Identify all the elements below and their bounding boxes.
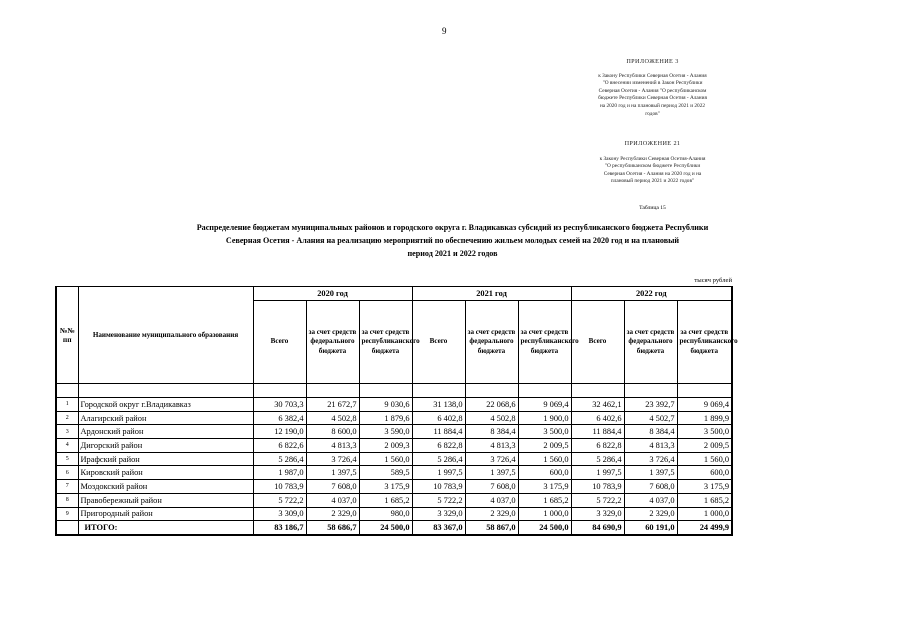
row-number: 7	[56, 480, 78, 494]
value-cell: 11 884,4	[571, 425, 624, 439]
value-cell: 4 502,7	[624, 411, 677, 425]
value-cell: 5 286,4	[412, 452, 465, 466]
subheader-total: Всего	[412, 301, 465, 384]
municipality-name: Моздокский район	[78, 480, 253, 494]
row-number: 5	[56, 452, 78, 466]
value-cell: 3 726,4	[306, 452, 359, 466]
heading-line: Северная Осетия - Алания на реализацию мероприятий по обеспечению жильем молодых семей на 2020 год и на плановый	[225, 236, 680, 245]
year-header-2022: 2022 год	[571, 287, 732, 301]
municipality-name: Пригородный район	[78, 507, 253, 521]
document-heading	[80, 221, 825, 260]
value-cell: 1 560,0	[359, 452, 412, 466]
appendix-3-block	[560, 58, 745, 118]
value-cell: 1 997,5	[571, 466, 624, 480]
total-value-cell: 24 500,0	[518, 521, 571, 536]
value-cell: 589,5	[359, 466, 412, 480]
value-cell: 1 879,6	[359, 411, 412, 425]
units-label: тысяч рублей	[694, 277, 732, 284]
value-cell: 4 502,8	[465, 411, 518, 425]
subheader-federal: за счет средств федерального бюджета	[624, 301, 677, 384]
value-cell: 9 030,6	[359, 398, 412, 412]
year-header-2021: 2021 год	[412, 287, 571, 301]
municipality-name: Алагирский район	[78, 411, 253, 425]
value-cell: 980,0	[359, 507, 412, 521]
table-row	[56, 466, 732, 480]
value-cell: 1 685,2	[677, 493, 732, 507]
appendix-3-line: Северная Осетия - Алания "О республиканском	[598, 87, 707, 94]
subheader-republic: за счет средств республиканского бюджета	[518, 301, 571, 384]
spacer-cell	[571, 384, 624, 398]
table-row	[56, 507, 732, 521]
spacer-cell	[412, 384, 465, 398]
appendix-3-line: к Закону Республики Северная Осетия - Алания	[598, 72, 707, 79]
total-label: ИТОГО:	[78, 521, 253, 536]
total-number-cell	[56, 521, 78, 536]
value-cell: 9 069,4	[677, 398, 732, 412]
value-cell: 3 175,9	[359, 480, 412, 494]
value-cell: 5 722,2	[571, 493, 624, 507]
value-cell: 2 329,0	[306, 507, 359, 521]
subheader-federal: за счет средств федерального бюджета	[306, 301, 359, 384]
appendix-3-line: "О внесении изменений в Закон Республики	[602, 80, 703, 87]
value-cell: 2 009,5	[518, 439, 571, 453]
appendix-21-block	[560, 140, 745, 186]
subheader-total: Всего	[253, 301, 306, 384]
value-cell: 600,0	[518, 466, 571, 480]
row-number: 9	[56, 507, 78, 521]
value-cell: 600,0	[677, 466, 732, 480]
value-cell: 9 069,4	[518, 398, 571, 412]
col-name-header: Наименование муниципального образования	[78, 287, 253, 384]
page-number: 9	[442, 26, 447, 36]
spacer-cell	[465, 384, 518, 398]
spacer-cell	[624, 384, 677, 398]
table-row	[56, 411, 732, 425]
value-cell: 5 722,2	[412, 493, 465, 507]
subheader-total: Всего	[571, 301, 624, 384]
value-cell: 3 309,0	[253, 507, 306, 521]
value-cell: 23 392,7	[624, 398, 677, 412]
appendix-21-line: "О республиканском бюджете Республики	[604, 163, 701, 170]
value-cell: 31 138,0	[412, 398, 465, 412]
appendix-3-title: ПРИЛОЖЕНИЕ 3	[626, 58, 679, 65]
value-cell: 4 502,8	[306, 411, 359, 425]
table-row	[56, 398, 732, 412]
total-value-cell: 84 690,9	[571, 521, 624, 536]
table-row	[56, 493, 732, 507]
row-number: 1	[56, 398, 78, 412]
municipality-name: Городской округ г.Владикавказ	[78, 398, 253, 412]
value-cell: 21 672,7	[306, 398, 359, 412]
value-cell: 3 500,0	[677, 425, 732, 439]
value-cell: 2 329,0	[624, 507, 677, 521]
value-cell: 22 068,6	[465, 398, 518, 412]
value-cell: 10 783,9	[253, 480, 306, 494]
appendix-3-line: на 2020 год и на плановый период 2021 и 2022	[599, 102, 706, 109]
row-number: 4	[56, 439, 78, 453]
table-body	[56, 384, 732, 536]
spacer-cell	[306, 384, 359, 398]
subsidy-table	[55, 286, 738, 536]
heading-line: период 2021 и 2022 годов	[407, 249, 498, 258]
value-cell: 12 190,0	[253, 425, 306, 439]
value-cell: 10 783,9	[571, 480, 624, 494]
value-cell: 3 329,0	[571, 507, 624, 521]
col-num-header: №№ пп	[56, 287, 78, 384]
value-cell: 3 329,0	[412, 507, 465, 521]
value-cell: 3 590,0	[359, 425, 412, 439]
value-cell: 30 703,3	[253, 398, 306, 412]
value-cell: 2 009,3	[359, 439, 412, 453]
value-cell: 4 813,3	[306, 439, 359, 453]
spacer-cell	[253, 384, 306, 398]
total-value-cell: 83 186,7	[253, 521, 306, 536]
value-cell: 4 813,3	[465, 439, 518, 453]
value-cell: 1 000,0	[518, 507, 571, 521]
table-row	[56, 480, 732, 494]
value-cell: 1 560,0	[677, 452, 732, 466]
value-cell: 5 286,4	[571, 452, 624, 466]
value-cell: 1 900,0	[518, 411, 571, 425]
value-cell: 3 726,4	[624, 452, 677, 466]
table-row	[56, 452, 732, 466]
total-value-cell: 58 867,0	[465, 521, 518, 536]
appendix-3-line: годов"	[645, 110, 660, 117]
year-header-2020: 2020 год	[253, 287, 412, 301]
appendix-21-line: плановый период 2021 и 2022 годов"	[610, 178, 695, 185]
spacer-cell	[518, 384, 571, 398]
total-row	[56, 521, 732, 536]
table-row	[56, 439, 732, 453]
year-header-row	[56, 287, 732, 301]
value-cell: 4 037,0	[624, 493, 677, 507]
value-cell: 6 822,8	[571, 439, 624, 453]
total-value-cell: 24 499,9	[677, 521, 732, 536]
value-cell: 7 608,0	[306, 480, 359, 494]
value-cell: 32 462,1	[571, 398, 624, 412]
value-cell: 3 500,0	[518, 425, 571, 439]
appendix-21-title: ПРИЛОЖЕНИЕ 21	[624, 140, 681, 147]
table-label: Таблица 15	[639, 205, 666, 211]
spacer-cell	[56, 384, 78, 398]
value-cell: 6 402,8	[412, 411, 465, 425]
value-cell: 7 608,0	[465, 480, 518, 494]
value-cell: 3 726,4	[465, 452, 518, 466]
row-number: 3	[56, 425, 78, 439]
total-value-cell: 83 367,0	[412, 521, 465, 536]
value-cell: 1 899,9	[677, 411, 732, 425]
value-cell: 4 037,0	[306, 493, 359, 507]
value-cell: 5 286,4	[253, 452, 306, 466]
subheader-federal: за счет средств федерального бюджета	[465, 301, 518, 384]
municipality-name: Ирафский район	[78, 452, 253, 466]
spacer-cell	[359, 384, 412, 398]
appendix-3-line: бюджете Республики Северная Осетия - Алания	[598, 95, 707, 102]
row-number: 2	[56, 411, 78, 425]
value-cell: 11 884,4	[412, 425, 465, 439]
row-number: 8	[56, 493, 78, 507]
value-cell: 1 000,0	[677, 507, 732, 521]
value-cell: 8 600,0	[306, 425, 359, 439]
value-cell: 2 009,5	[677, 439, 732, 453]
value-cell: 6 822,6	[253, 439, 306, 453]
value-cell: 8 384,4	[465, 425, 518, 439]
value-cell: 4 813,3	[624, 439, 677, 453]
value-cell: 1 397,5	[465, 466, 518, 480]
table-row	[56, 425, 732, 439]
value-cell: 8 384,4	[624, 425, 677, 439]
value-cell: 10 783,9	[412, 480, 465, 494]
value-cell: 6 822,8	[412, 439, 465, 453]
value-cell: 1 685,2	[518, 493, 571, 507]
appendix-21-line: Северная Осетия - Алания на 2020 год и на	[603, 170, 702, 177]
spacer-cell	[677, 384, 732, 398]
total-value-cell: 58 686,7	[306, 521, 359, 536]
subheader-republic: за счет средств республиканского бюджета	[677, 301, 732, 384]
value-cell: 2 329,0	[465, 507, 518, 521]
value-cell: 3 175,9	[518, 480, 571, 494]
total-value-cell: 60 191,0	[624, 521, 677, 536]
municipality-name: Ардонский район	[78, 425, 253, 439]
total-value-cell: 24 500,0	[359, 521, 412, 536]
row-number: 6	[56, 466, 78, 480]
value-cell: 4 037,0	[465, 493, 518, 507]
municipality-name: Кировский район	[78, 466, 253, 480]
spacer-cell	[78, 384, 253, 398]
heading-line: Распределение бюджетам муниципальных районов и городского округа г. Владикавказ субсидий из республиканского бюджета Республики	[196, 223, 709, 232]
value-cell: 1 987,0	[253, 466, 306, 480]
value-cell: 1 997,5	[412, 466, 465, 480]
municipality-name: Правобережный район	[78, 493, 253, 507]
value-cell: 1 397,5	[624, 466, 677, 480]
value-cell: 3 175,9	[677, 480, 732, 494]
value-cell: 7 608,0	[624, 480, 677, 494]
value-cell: 1 685,2	[359, 493, 412, 507]
subheader-republic: за счет средств республиканского бюджета	[359, 301, 412, 384]
value-cell: 6 382,4	[253, 411, 306, 425]
value-cell: 1 560,0	[518, 452, 571, 466]
value-cell: 5 722,2	[253, 493, 306, 507]
spacer-row	[56, 384, 732, 398]
value-cell: 6 402,6	[571, 411, 624, 425]
municipality-name: Дигорский район	[78, 439, 253, 453]
appendix-21-line: к Закону Республики Северная Осетия-Алания	[599, 155, 706, 162]
value-cell: 1 397,5	[306, 466, 359, 480]
